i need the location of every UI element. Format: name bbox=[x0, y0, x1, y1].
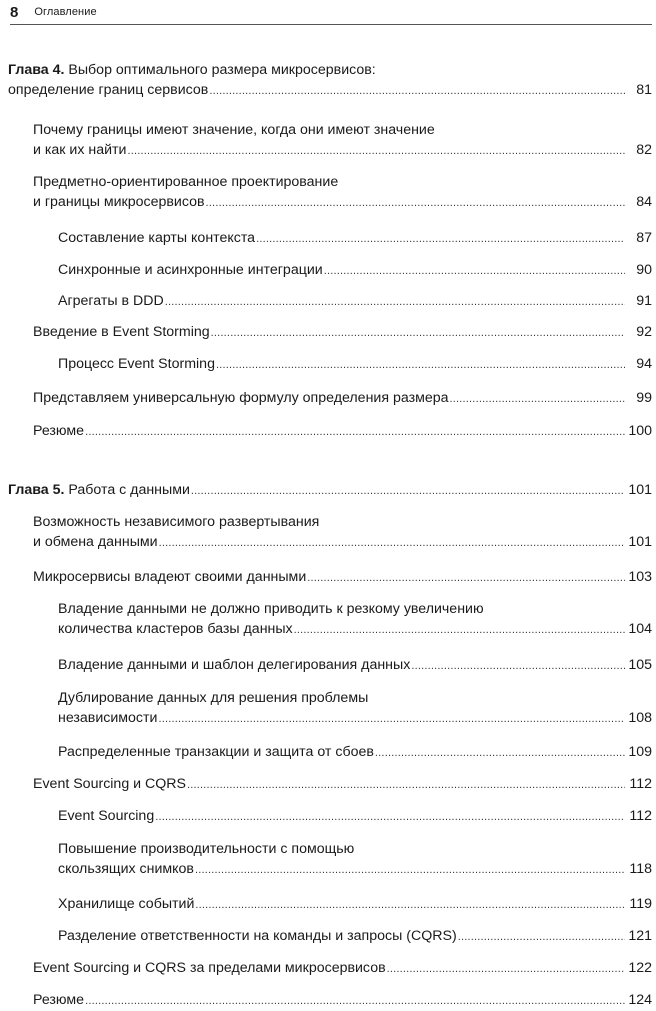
leader-dots bbox=[458, 927, 625, 947]
toc-entry-text-wrap bbox=[33, 421, 84, 441]
toc-entry-text-wrap bbox=[58, 291, 164, 311]
toc-entry[interactable] bbox=[8, 354, 652, 375]
toc-entry-title: Работа с данными bbox=[68, 482, 190, 498]
toc-entry[interactable] bbox=[8, 322, 652, 343]
toc-entry-line bbox=[58, 926, 652, 947]
toc-entry[interactable] bbox=[8, 958, 652, 979]
toc-entry-line bbox=[58, 599, 652, 619]
toc-entry-line bbox=[58, 859, 652, 880]
toc-entry-text-wrap bbox=[33, 122, 435, 138]
toc-entry-title: и обмена данными bbox=[33, 534, 158, 550]
toc-entry-line bbox=[33, 512, 652, 532]
toc-entry-title: и границы микросервисов bbox=[33, 194, 205, 210]
toc-chapter-entry[interactable] bbox=[8, 480, 652, 501]
toc-entry-line bbox=[58, 619, 652, 640]
toc-entry-line bbox=[33, 140, 652, 161]
leader-dots bbox=[216, 355, 625, 375]
toc-entry-line bbox=[58, 839, 652, 859]
toc-entry-title: Хранилище событий bbox=[58, 896, 195, 912]
toc-entry[interactable] bbox=[8, 926, 652, 947]
toc-entry-title: Event Sourcing и CQRS за пределами микросервисов bbox=[33, 960, 386, 976]
toc-entry-text-wrap bbox=[58, 708, 157, 728]
toc-page-number: 121 bbox=[628, 928, 652, 944]
leader-dots bbox=[206, 193, 625, 213]
leader-dots bbox=[211, 323, 625, 343]
toc-entry-text-wrap bbox=[58, 859, 194, 879]
toc-entry-title: Введение в Event Storming bbox=[33, 324, 210, 340]
toc-entry-title: независимости bbox=[58, 710, 158, 726]
toc-entry[interactable] bbox=[8, 894, 652, 915]
toc-entry-title: Процесс Event Storming bbox=[58, 356, 215, 372]
toc-entry-line bbox=[58, 894, 652, 915]
toc-page-number: 87 bbox=[636, 230, 652, 246]
toc-entry-title: Агрегаты в DDD bbox=[58, 293, 164, 309]
leader-dots bbox=[294, 620, 625, 640]
toc-entry-line bbox=[33, 192, 652, 213]
toc-entry-text-wrap bbox=[58, 228, 255, 248]
toc-entry-text-wrap bbox=[58, 690, 368, 706]
toc-entry-text-wrap bbox=[8, 480, 190, 500]
toc-entry[interactable] bbox=[8, 839, 652, 880]
leader-dots bbox=[256, 229, 625, 249]
toc-entry-text-wrap bbox=[33, 514, 319, 530]
leader-dots bbox=[159, 533, 625, 553]
toc-entry-title: Event Sourcing bbox=[58, 808, 155, 824]
toc-entry[interactable] bbox=[8, 228, 652, 249]
toc-page-number: 82 bbox=[636, 142, 652, 158]
toc-entry-line bbox=[33, 421, 652, 442]
toc-entry-line bbox=[58, 806, 652, 827]
leader-dots bbox=[209, 81, 625, 101]
leader-dots bbox=[85, 422, 625, 442]
toc-page-number: 112 bbox=[629, 808, 652, 824]
toc-entry[interactable] bbox=[8, 688, 652, 729]
toc-page-number: 105 bbox=[628, 657, 652, 673]
toc-page-number: 100 bbox=[628, 423, 652, 439]
toc-page-number: 109 bbox=[628, 744, 652, 760]
toc-entry-title: Выбор оптимального размера микросервисов: bbox=[68, 62, 376, 78]
toc-entry-text-wrap bbox=[58, 601, 484, 617]
toc-entry-title: Резюме bbox=[33, 992, 85, 1008]
page-number: 8 bbox=[10, 3, 19, 21]
toc-entry-title: количества кластеров базы данных bbox=[58, 621, 293, 637]
toc-entry-title: и как их найти bbox=[33, 142, 127, 158]
toc-entry-title: Владение данными не должно приводить к резкому увеличению bbox=[58, 601, 484, 617]
toc-page-number: 119 bbox=[629, 896, 652, 912]
toc-entry-title: Разделение ответственности на команды и запросы (CQRS) bbox=[58, 928, 457, 944]
leader-dots bbox=[195, 895, 625, 915]
toc-entry-text-wrap bbox=[33, 174, 338, 190]
leader-dots bbox=[165, 292, 625, 312]
toc-entry[interactable] bbox=[8, 388, 652, 409]
toc-entry-line bbox=[58, 260, 652, 281]
toc-page-number: 122 bbox=[628, 960, 652, 976]
toc-entry-text-wrap bbox=[58, 655, 410, 675]
toc-entry-title: Возможность независимого развертывания bbox=[33, 514, 320, 530]
toc-entry-title: Дублирование данных для решения проблемы bbox=[58, 690, 369, 706]
toc-entry[interactable] bbox=[8, 172, 652, 213]
toc-entry-line bbox=[33, 774, 652, 795]
toc-entry-line bbox=[58, 291, 652, 312]
toc-page-number: 101 bbox=[628, 482, 652, 498]
toc-entry-text-wrap bbox=[33, 322, 210, 342]
toc-entry-line bbox=[58, 688, 652, 708]
toc-entry-line bbox=[33, 322, 652, 343]
toc-entry-text-wrap bbox=[58, 806, 154, 826]
toc-entry-title: Предметно-ориентированное проектирование bbox=[33, 174, 339, 190]
chapter-label: Глава 4. bbox=[8, 62, 65, 78]
toc-entry[interactable] bbox=[8, 120, 652, 161]
toc-entry-line bbox=[58, 655, 652, 676]
toc-entry-text-wrap bbox=[33, 958, 386, 978]
toc-entry-title: Микросервисы владеют своими данными bbox=[33, 569, 307, 585]
toc-entry[interactable] bbox=[8, 291, 652, 312]
toc-entry-line bbox=[8, 80, 652, 101]
leader-dots bbox=[191, 481, 625, 501]
toc-entry[interactable] bbox=[8, 655, 652, 676]
chapter-label: Глава 5. bbox=[8, 482, 65, 498]
toc-entry-line bbox=[33, 532, 652, 553]
toc-entry-title: Составление карты контекста bbox=[58, 230, 256, 246]
toc-entry-text-wrap bbox=[58, 841, 354, 857]
toc-entry-text-wrap bbox=[33, 140, 126, 160]
toc-page-number: 94 bbox=[636, 356, 652, 372]
leader-dots bbox=[411, 656, 625, 676]
toc-entry[interactable] bbox=[8, 774, 652, 795]
page-header bbox=[10, 0, 652, 25]
toc-entry-line bbox=[33, 172, 652, 192]
leader-dots bbox=[127, 141, 625, 161]
leader-dots bbox=[195, 860, 625, 880]
leader-dots bbox=[158, 709, 625, 729]
toc-page-number: 81 bbox=[636, 82, 652, 98]
leader-dots bbox=[307, 568, 625, 588]
toc-page-number: 91 bbox=[636, 293, 652, 309]
toc-page-number: 104 bbox=[628, 621, 652, 637]
toc-entry-title: Представляем универсальную формулу определения размера bbox=[33, 390, 449, 406]
toc-entry-text-wrap bbox=[58, 894, 194, 914]
leader-dots bbox=[375, 743, 625, 763]
toc-entry-title: Повышение производительности с помощью bbox=[58, 841, 355, 857]
toc-entry-text-wrap bbox=[8, 80, 208, 100]
toc-entry-title: определение границ сервисов bbox=[8, 82, 209, 98]
toc-entry-text-wrap bbox=[33, 774, 186, 794]
toc-entry-title: скользящих снимков bbox=[58, 861, 194, 877]
toc-entry-text-wrap bbox=[33, 567, 306, 587]
toc-chapter-entry[interactable] bbox=[8, 60, 652, 101]
toc-page-number: 101 bbox=[628, 534, 652, 550]
leader-dots bbox=[387, 959, 625, 979]
toc-entry-title: Резюме bbox=[33, 423, 85, 439]
toc-entry-line bbox=[33, 120, 652, 140]
toc-entry[interactable] bbox=[8, 512, 652, 553]
toc-entry-line bbox=[33, 388, 652, 409]
toc-page-number: 118 bbox=[629, 861, 652, 877]
toc-entry-line bbox=[8, 60, 652, 80]
toc-entry-line bbox=[58, 228, 652, 249]
toc-entry-text-wrap bbox=[33, 532, 158, 552]
toc-entry-text-wrap bbox=[33, 990, 84, 1010]
toc-entry-line bbox=[58, 742, 652, 763]
toc-page-number: 124 bbox=[628, 992, 652, 1008]
toc-entry-text-wrap bbox=[58, 926, 457, 946]
toc-entry-line bbox=[58, 354, 652, 375]
toc-entry-text-wrap bbox=[58, 260, 323, 280]
leader-dots bbox=[85, 991, 625, 1011]
toc-entry-text-wrap bbox=[8, 62, 376, 78]
toc-entry-line bbox=[8, 480, 652, 501]
toc-page-number: 108 bbox=[628, 710, 652, 726]
toc-entry-title: Синхронные и асинхронные интеграции bbox=[58, 262, 323, 278]
toc-page-number: 92 bbox=[636, 324, 652, 340]
toc-entry-line bbox=[58, 708, 652, 729]
toc-entry-text-wrap bbox=[58, 354, 215, 374]
toc-entry[interactable] bbox=[8, 599, 652, 640]
toc-entry-line bbox=[33, 567, 652, 588]
toc-page-number: 90 bbox=[636, 262, 652, 278]
toc-entry[interactable] bbox=[8, 260, 652, 281]
toc-entry-text-wrap bbox=[58, 742, 374, 762]
toc-entry-text-wrap bbox=[58, 619, 293, 639]
toc-entry-text-wrap bbox=[33, 388, 449, 408]
toc-entry-line bbox=[33, 958, 652, 979]
toc-page-number: 99 bbox=[636, 390, 652, 406]
toc-entry-title: Event Sourcing и CQRS bbox=[33, 776, 187, 792]
toc-page-number: 84 bbox=[636, 194, 652, 210]
toc-entry-text-wrap bbox=[33, 192, 205, 212]
toc-page-number: 103 bbox=[628, 569, 652, 585]
leader-dots bbox=[324, 261, 625, 281]
leader-dots bbox=[187, 775, 625, 795]
toc-entry-title: Почему границы имеют значение, когда они имеют значение bbox=[33, 122, 435, 138]
leader-dots bbox=[155, 807, 625, 827]
toc-entry-title: Владение данными и шаблон делегирования данных bbox=[58, 657, 411, 673]
toc-entry[interactable] bbox=[8, 421, 652, 442]
leader-dots bbox=[450, 389, 625, 409]
toc-entry[interactable] bbox=[8, 567, 652, 588]
toc-entry-title: Распределенные транзакции и защита от сбоев bbox=[58, 744, 374, 760]
running-title: Оглавление bbox=[34, 6, 97, 18]
toc-entry[interactable] bbox=[8, 742, 652, 763]
toc-page-number: 112 bbox=[629, 776, 652, 792]
toc-entry[interactable] bbox=[8, 806, 652, 827]
